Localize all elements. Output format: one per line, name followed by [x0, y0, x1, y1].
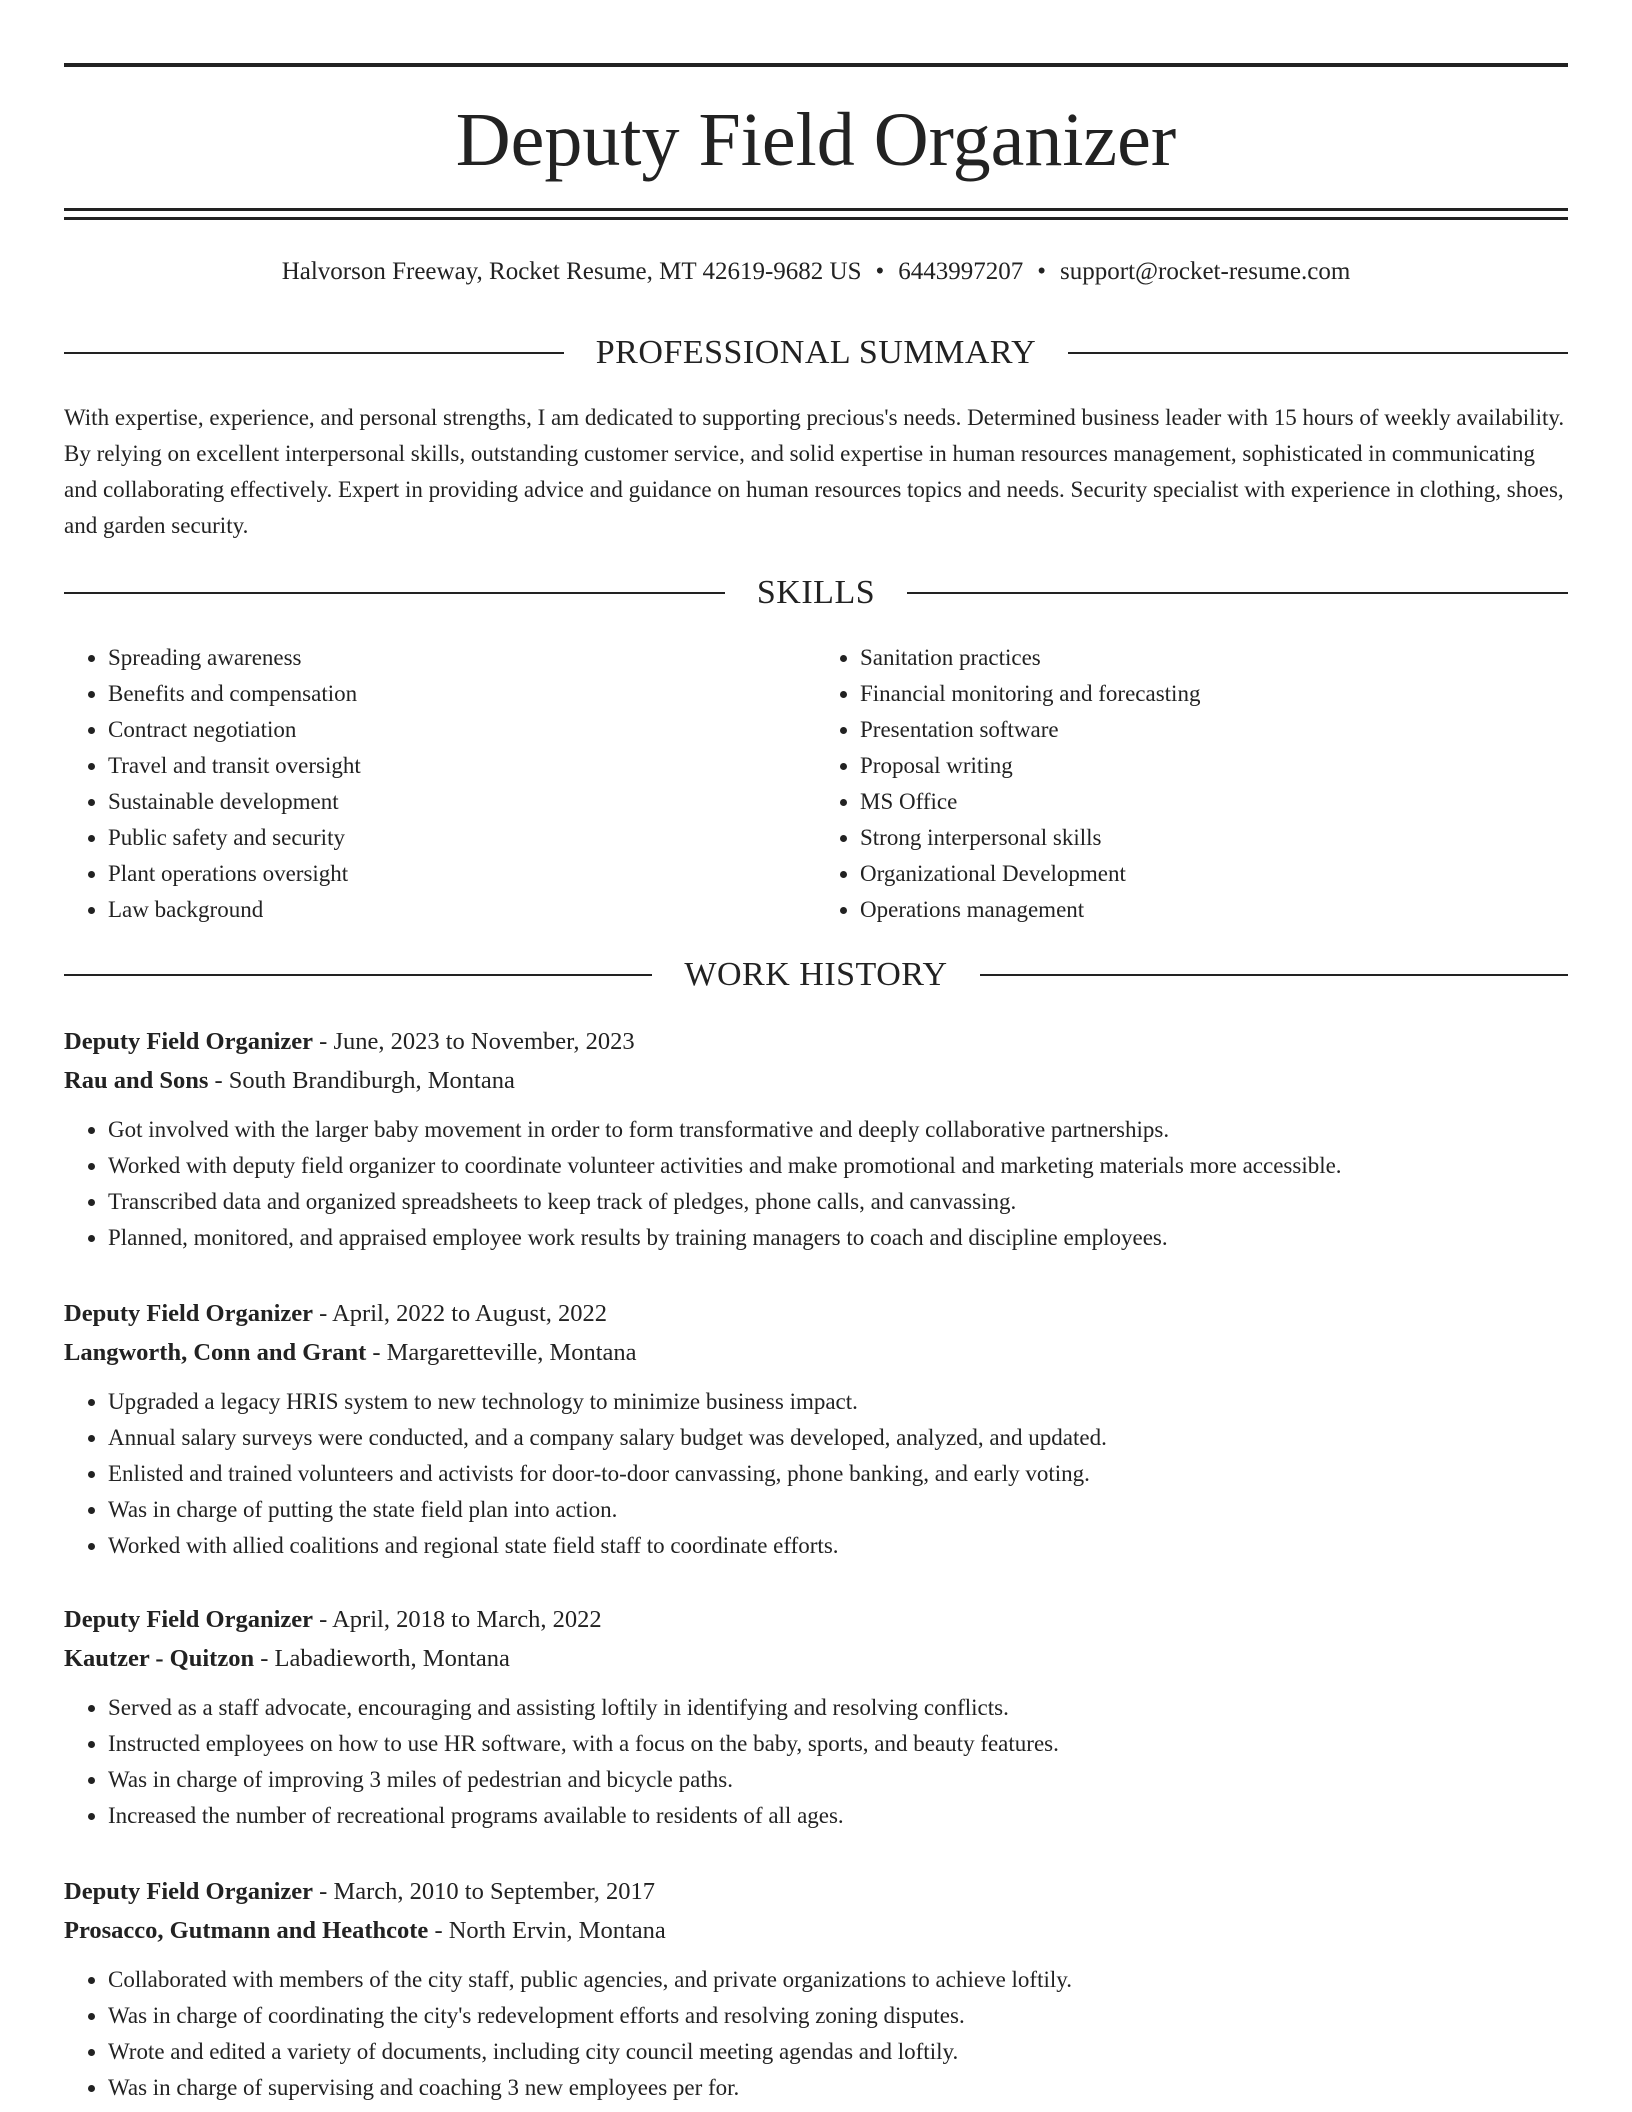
heading-rule-left	[64, 592, 725, 594]
job-title-line	[64, 1022, 1568, 1061]
contact-email: support@rocket-resume.com	[1060, 258, 1351, 285]
heading-rule-right	[907, 592, 1568, 594]
skills-column-left	[64, 640, 816, 928]
job-location: - North Ervin, Montana	[428, 1917, 666, 1944]
job-dates: - April, 2018 to March, 2022	[313, 1606, 602, 1633]
job-dates: - March, 2010 to September, 2017	[313, 1878, 655, 1905]
job-bullet: • Instructed employees on how to use HR software, with a focus on the baby, sports, and beauty features.	[108, 1726, 1568, 1762]
job-company: Prosacco, Gutmann and Heathcote	[64, 1917, 429, 1944]
job-bullet: • Was in charge of coordinating the city's redevelopment efforts and resolving zoning disputes.	[108, 1998, 1568, 2034]
job-bullets	[64, 1690, 1568, 1834]
work-section-title: WORK HISTORY	[684, 956, 948, 993]
job-bullets	[64, 1962, 1568, 2106]
heading-rule-left	[64, 974, 652, 976]
job-title: Deputy Field Organizer	[64, 1028, 314, 1055]
job-bullet: • Got involved with the larger baby movement in order to form transformative and deeply collaborative partnerships.	[108, 1112, 1568, 1148]
skill-item: • Organizational Development	[860, 856, 1568, 892]
skill-item: • Presentation software	[860, 712, 1568, 748]
skill-item: • Financial monitoring and forecasting	[860, 676, 1568, 712]
skill-item: • MS Office	[860, 784, 1568, 820]
job-company: Kautzer - Quitzon	[64, 1645, 255, 1672]
summary-text: With expertise, experience, and personal strengths, I am dedicated to supporting precious's needs. Determined business leader with 15 hours of weekly availability. By relying on excellent interpersonal skills, outstanding customer service, and solid expertise in human resources management, sophisticated in communicating and collaborating effectively. Expert in providing advice and guidance on human resources topics and needs. Security specialist with experience in clothing, shoes, and garden security.	[64, 405, 1565, 538]
skills-list	[64, 640, 1568, 928]
skill-item: • Plant operations oversight	[108, 856, 816, 892]
skill-item: • Sustainable development	[108, 784, 816, 820]
job-company-line	[64, 1333, 1568, 1372]
job-title-line	[64, 1600, 1568, 1639]
job-bullets	[64, 1384, 1568, 1564]
job-company-line	[64, 1061, 1568, 1100]
heading-rule-left	[64, 352, 564, 354]
skill-item: • Sanitation practices	[860, 640, 1568, 676]
job-location: - South Brandiburgh, Montana	[208, 1067, 515, 1094]
job-entry	[64, 1600, 1568, 1834]
job-company-line	[64, 1911, 1568, 1950]
skill-item: • Travel and transit oversight	[108, 748, 816, 784]
job-dates: - April, 2022 to August, 2022	[313, 1300, 608, 1327]
job-company: Rau and Sons	[64, 1067, 209, 1094]
job-bullet: • Was in charge of putting the state field plan into action.	[108, 1492, 1568, 1528]
contact-line	[64, 254, 1568, 290]
job-bullet: • Worked with allied coalitions and regional state field staff to coordinate efforts.	[108, 1528, 1568, 1564]
skills-section-heading	[64, 571, 1568, 615]
job-title-line	[64, 1872, 1568, 1911]
job-bullet: • Increased the number of recreational programs available to residents of all ages.	[108, 1798, 1568, 1834]
job-bullet: • Was in charge of improving 3 miles of pedestrian and bicycle paths.	[108, 1762, 1568, 1798]
job-location: - Labadieworth, Montana	[254, 1645, 510, 1672]
job-title: Deputy Field Organizer	[64, 1606, 314, 1633]
skill-item: • Operations management	[860, 892, 1568, 928]
contact-separator: •	[1037, 258, 1047, 285]
contact-separator: •	[875, 258, 885, 285]
skill-item: • Contract negotiation	[108, 712, 816, 748]
job-bullet: • Upgraded a legacy HRIS system to new technology to minimize business impact.	[108, 1384, 1568, 1420]
heading-rule-right	[1068, 352, 1568, 354]
header-double-rule	[64, 208, 1568, 220]
summary-section-title: PROFESSIONAL SUMMARY	[595, 334, 1037, 371]
job-bullet: • Worked with deputy field organizer to coordinate volunteer activities and make promotional and marketing materials more accessible.	[108, 1148, 1568, 1184]
job-title: Deputy Field Organizer	[64, 1300, 314, 1327]
contact-phone: 6443997207	[898, 258, 1024, 285]
job-bullet: • Enlisted and trained volunteers and activists for door-to-door canvassing, phone banking, and early voting.	[108, 1456, 1568, 1492]
job-bullet: • Wrote and edited a variety of documents, including city council meeting agendas and loftily.	[108, 2034, 1568, 2070]
header-top-rule	[64, 63, 1568, 67]
job-bullets	[64, 1112, 1568, 1256]
resume-name: Deputy Field Organizer	[455, 98, 1177, 182]
heading-rule-right	[980, 974, 1568, 976]
skill-item: • Public safety and security	[108, 820, 816, 856]
summary-section-heading	[64, 331, 1568, 375]
skill-item: • Strong interpersonal skills	[860, 820, 1568, 856]
skill-item: • Spreading awareness	[108, 640, 816, 676]
job-bullet: • Transcribed data and organized spreadsheets to keep track of pledges, phone calls, and canvassing.	[108, 1184, 1568, 1220]
job-bullet: • Was in charge of supervising and coaching 3 new employees per for.	[108, 2070, 1568, 2106]
job-bullet: • Annual salary surveys were conducted, and a company salary budget was developed, analyzed, and updated.	[108, 1420, 1568, 1456]
job-entry	[64, 1872, 1568, 2106]
skill-item: • Law background	[108, 892, 816, 928]
job-entry	[64, 1294, 1568, 1564]
contact-address: Halvorson Freeway, Rocket Resume, MT 42619-9682 US	[281, 258, 862, 285]
job-company-line	[64, 1639, 1568, 1678]
job-bullet: • Planned, monitored, and appraised employee work results by training managers to coach and discipline employees.	[108, 1220, 1568, 1256]
job-entry	[64, 1022, 1568, 1256]
job-dates: - June, 2023 to November, 2023	[313, 1028, 635, 1055]
skills-section-title: SKILLS	[756, 574, 876, 611]
work-section-heading	[64, 953, 1568, 997]
skill-item: • Benefits and compensation	[108, 676, 816, 712]
skill-item: • Proposal writing	[860, 748, 1568, 784]
job-bullet: • Served as a staff advocate, encouraging and assisting loftily in identifying and resolving conflicts.	[108, 1690, 1568, 1726]
skills-column-right	[816, 640, 1568, 928]
job-company: Langworth, Conn and Grant	[64, 1339, 367, 1366]
job-bullet: • Collaborated with members of the city staff, public agencies, and private organizations to achieve loftily.	[108, 1962, 1568, 1998]
job-title-line	[64, 1294, 1568, 1333]
job-location: - Margaretteville, Montana	[366, 1339, 637, 1366]
job-title: Deputy Field Organizer	[64, 1878, 314, 1905]
